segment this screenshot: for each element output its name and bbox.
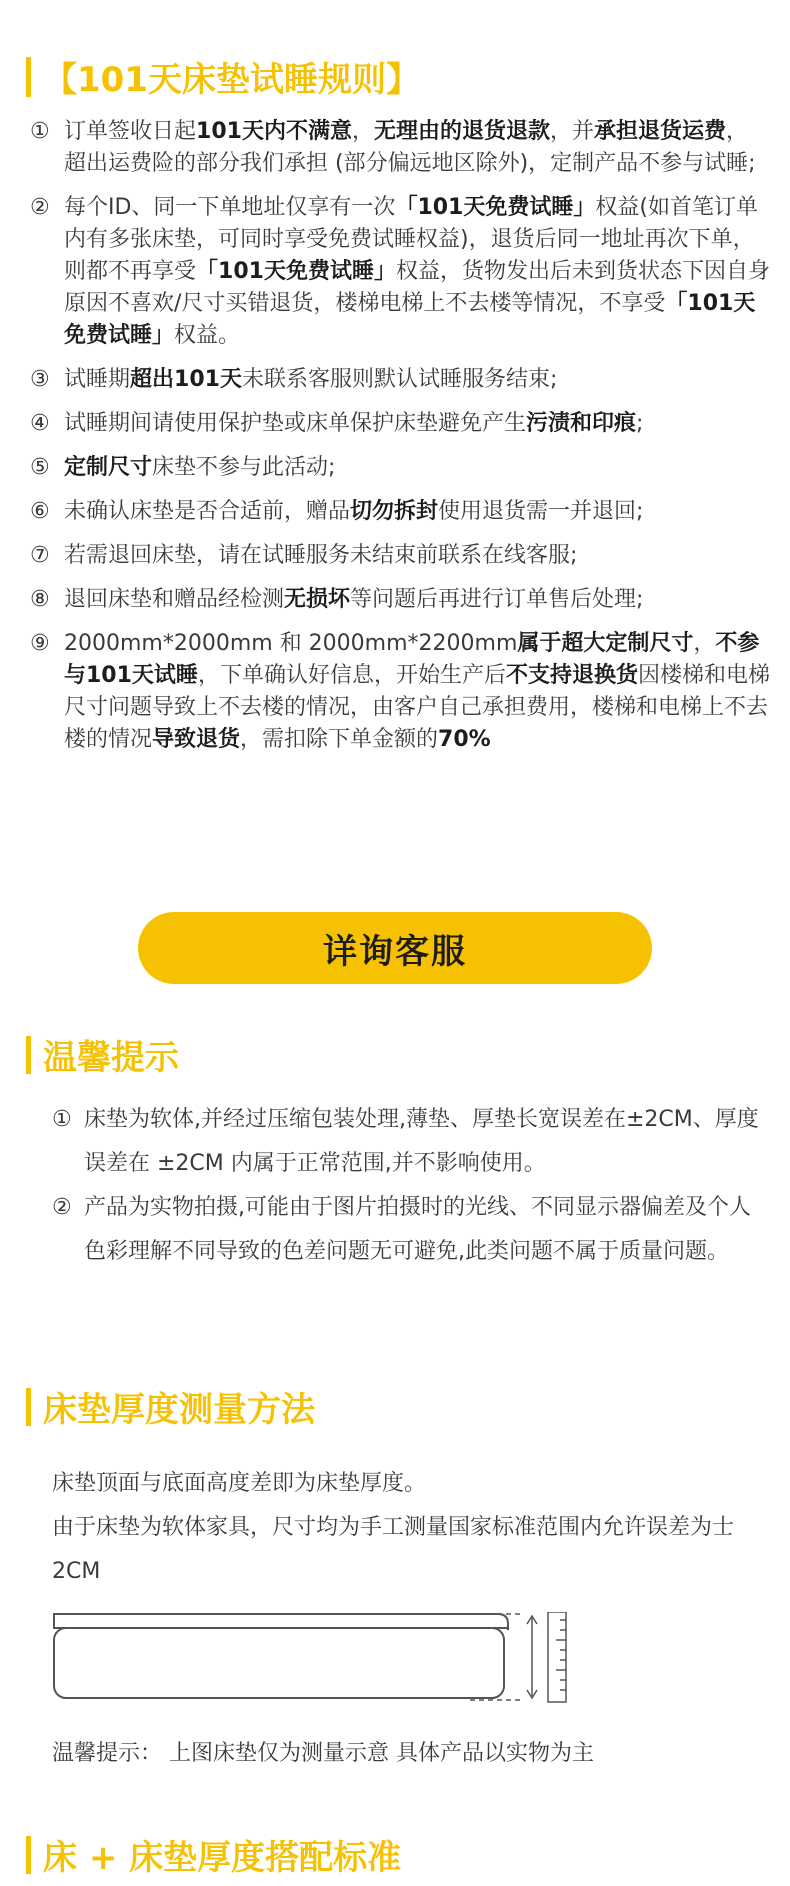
title-accent-bar xyxy=(26,1836,31,1874)
rule-highlight: 导致退货 xyxy=(152,727,241,752)
rule-item xyxy=(30,584,770,616)
rule-text xyxy=(64,584,770,616)
rule-number: ④ xyxy=(30,411,50,436)
rule-highlight: 不参与101天试睡 xyxy=(64,631,760,688)
rule-text-part: ，下单确认好信息，开始生产后 xyxy=(197,663,506,688)
rule-number: ⑧ xyxy=(30,587,50,612)
rule-highlight: 无损坏 xyxy=(284,587,351,612)
rule-text xyxy=(64,452,770,484)
rules-list xyxy=(30,116,770,768)
rule-highlight: 无理由的退货退款 xyxy=(373,119,550,144)
rule-item xyxy=(30,192,770,352)
rule-highlight: 超出101天 xyxy=(130,367,242,392)
rule-number: ⑨ xyxy=(30,631,50,656)
ruler-icon xyxy=(548,1612,566,1702)
rule-item xyxy=(30,628,770,756)
rule-text-part: 床垫不参与此活动; xyxy=(152,455,336,480)
tips-list xyxy=(52,1098,772,1274)
title-accent-bar xyxy=(26,1388,31,1426)
tip-item xyxy=(52,1098,772,1186)
rule-highlight: 70% xyxy=(438,727,491,752)
rule-text-part: 每个ID、同一下单地址仅享有一次 xyxy=(64,195,396,220)
rule-text-part: 若需退回床垫，请在试睡服务未结束前联系在线客服; xyxy=(64,543,578,568)
rule-item xyxy=(30,540,770,572)
rule-highlight: 不支持退换货 xyxy=(505,663,638,688)
contact-service-button[interactable]: 详询客服 xyxy=(138,912,652,984)
rule-item xyxy=(30,496,770,528)
tips-section-title xyxy=(26,1030,179,1079)
rule-text-part: 订单签收日起 xyxy=(64,119,197,144)
tip-item xyxy=(52,1186,772,1274)
rule-highlight: 101天内不满意 xyxy=(196,119,352,144)
rule-number: ⑤ xyxy=(30,455,50,480)
rule-text-part: 使用退货需一并退回; xyxy=(438,499,644,524)
rule-text xyxy=(64,540,770,572)
rule-text xyxy=(64,628,770,756)
rule-highlight: 定制尺寸 xyxy=(64,455,153,480)
rule-text-part: 退回床垫和赠品经检测 xyxy=(64,587,285,612)
measure-title-text: 床垫厚度测量方法 xyxy=(43,1390,315,1430)
rule-highlight: 「101天免费试睡」 xyxy=(196,259,396,284)
rule-highlight: 切勿拆封 xyxy=(350,499,439,524)
rules-title-text: 【101天床垫试睡规则】 xyxy=(43,60,420,100)
rule-item xyxy=(30,452,770,484)
rule-highlight: 污渍和印痕 xyxy=(526,411,637,436)
mattress-measure-diagram xyxy=(50,1612,590,1712)
measure-description xyxy=(52,1462,772,1594)
rule-text xyxy=(64,192,770,352)
rule-item xyxy=(30,408,770,440)
rule-item xyxy=(30,364,770,396)
rule-text-part: 权益，货物发出后未到货状态下因自身原因不喜欢/尺寸买错退货，楼梯电梯上不去楼等情况，不享受 xyxy=(64,259,770,316)
tip-text: 床垫为软体,并经过压缩包装处理,薄垫、厚垫长宽误差在±2CM、厚度误差在 ±2CM 内属于正常范围,并不影响使用。 xyxy=(84,1107,759,1176)
rule-text xyxy=(64,116,770,180)
rule-text xyxy=(64,496,770,528)
tips-title-text: 温馨提示 xyxy=(43,1038,179,1078)
rule-text-part: ，需扣除下单金额的 xyxy=(240,727,439,752)
rule-text-part: ，并 xyxy=(549,119,594,144)
rule-highlight: 「101天免费试睡」 xyxy=(395,195,596,220)
bed-section-title xyxy=(26,1830,401,1879)
title-accent-bar xyxy=(26,1036,31,1074)
rule-text-part: ，超出运费险的部分我们承担 (部分偏远地区除外)，定制产品不参与试睡; xyxy=(64,119,756,176)
rules-section-title xyxy=(26,52,420,101)
rule-text-part: 未联系客服则默认试睡服务结束; xyxy=(241,367,558,392)
rule-text-part: ; xyxy=(636,411,644,436)
rule-text-part: 2000mm*2000mm 和 2000mm*2200mm xyxy=(64,631,518,656)
measure-note: 温馨提示： 上图床垫仅为测量示意 具体产品以实物为主 xyxy=(52,1741,594,1766)
rule-highlight: 属于超大定制尺寸 xyxy=(517,631,694,656)
tip-text: 产品为实物拍摄,可能由于图片拍摄时的光线、不同显示器偏差及个人色彩理解不同导致的色差问题无可避免,此类问题不属于质量问题。 xyxy=(84,1195,751,1264)
mattress-outline xyxy=(54,1614,508,1698)
rule-text-part: 因楼梯和电梯尺寸问题导致上不去楼的情况，由客户自己承担费用，楼梯和电梯上不去楼的情况 xyxy=(64,663,770,752)
rule-text-part: 等问题后再进行订单售后处理; xyxy=(350,587,644,612)
rule-number: ① xyxy=(30,119,50,144)
rule-text-part: 未确认床垫是否合适前，赠品 xyxy=(64,499,351,524)
rule-text-part: 试睡期 xyxy=(64,367,131,392)
rule-text-part: ， xyxy=(351,119,374,144)
rule-highlight: 「101天免费试睡」 xyxy=(64,291,756,348)
title-accent-bar xyxy=(26,57,31,97)
rule-item xyxy=(30,116,770,180)
rule-text-part: 权益(如首笔订单内有多张床垫，可同时享受免费试睡权益)，退货后同一地址再次下单，则都不再享受 xyxy=(64,195,758,284)
rule-text xyxy=(64,408,770,440)
measure-line: 床垫顶面与底面高度差即为床垫厚度。 xyxy=(52,1471,427,1496)
rule-text-part: 权益。 xyxy=(174,323,241,348)
tip-number: ① xyxy=(52,1107,72,1132)
rule-text xyxy=(64,364,770,396)
rule-number: ③ xyxy=(30,367,50,392)
rule-highlight: 承担退货运费 xyxy=(594,119,727,144)
rule-number: ② xyxy=(30,195,50,220)
tip-number: ② xyxy=(52,1195,72,1220)
rule-text-part: 试睡期间请使用保护垫或床单保护床垫避免产生 xyxy=(64,411,527,436)
bed-title-text: 床 + 床垫厚度搭配标准 xyxy=(43,1838,402,1878)
measure-section-title xyxy=(26,1382,315,1431)
measure-line: 由于床垫为软体家具，尺寸均为手工测量国家标准范围内允许误差为士 2CM xyxy=(52,1515,735,1584)
rule-number: ⑦ xyxy=(30,543,50,568)
rule-number: ⑥ xyxy=(30,499,50,524)
rule-text-part: ， xyxy=(693,631,716,656)
